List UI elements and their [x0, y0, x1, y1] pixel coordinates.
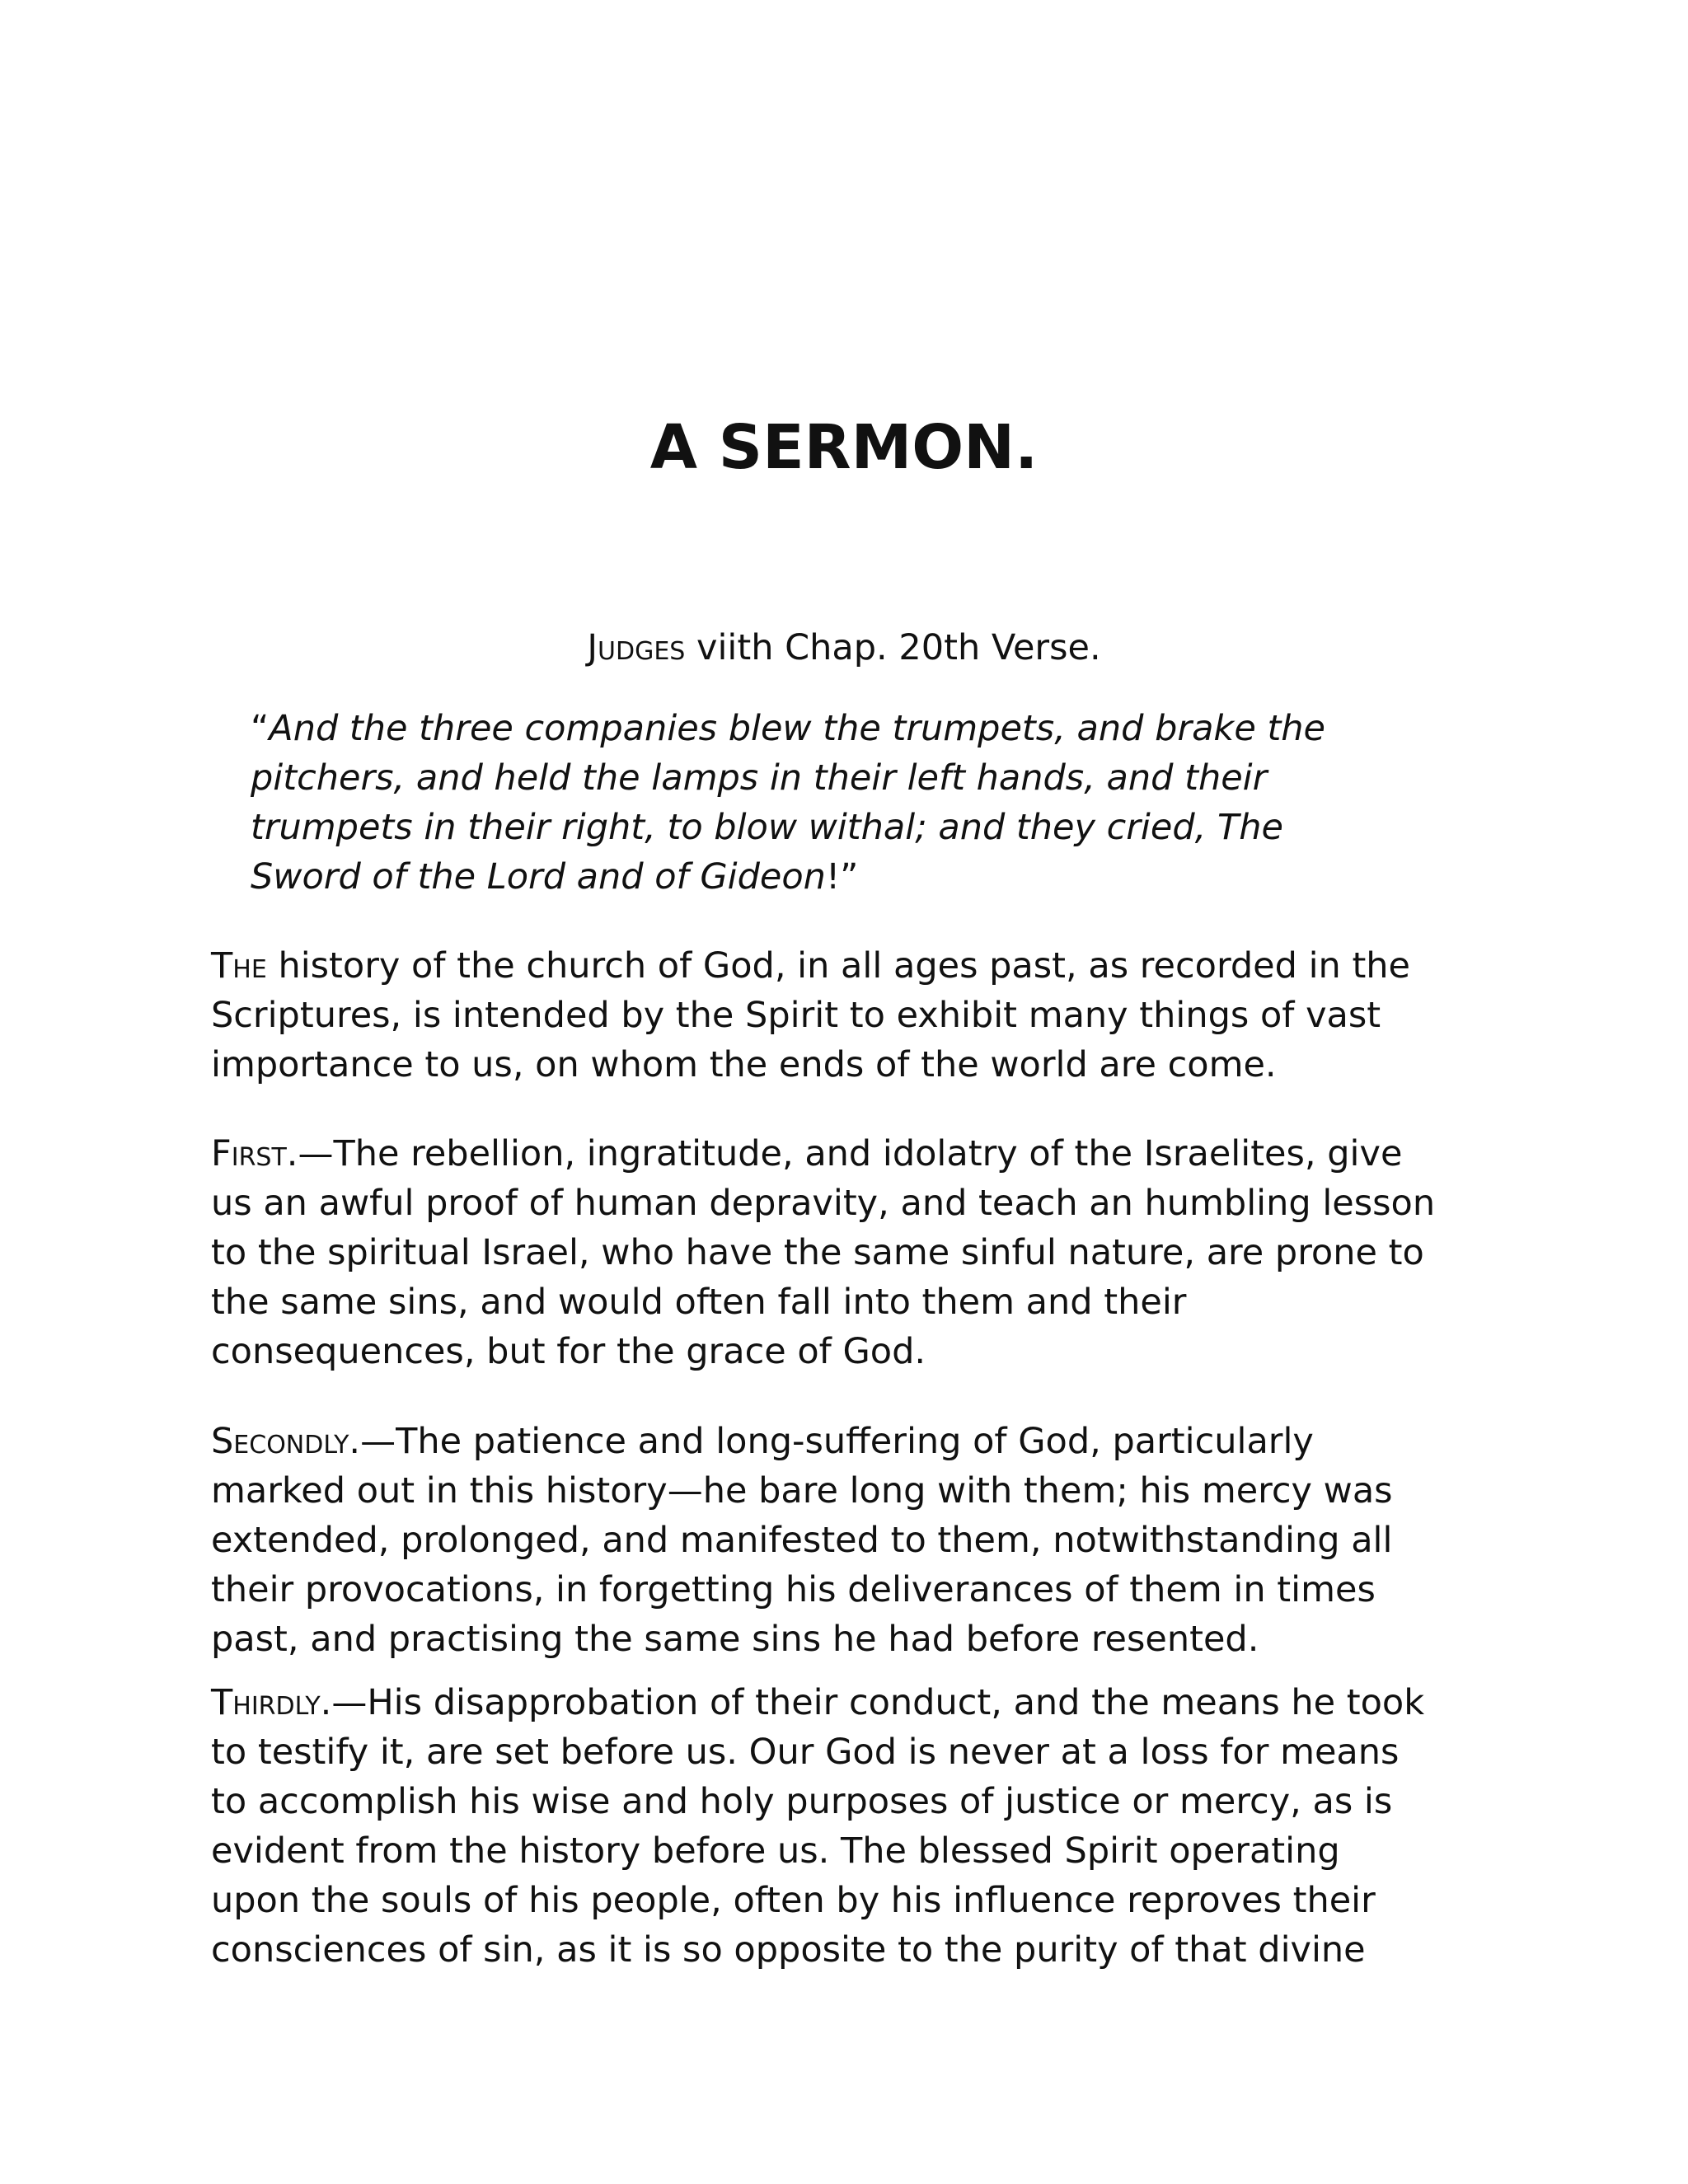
paragraph-line: to the spiritual Israel, who have the same sinful nature, are prone to: [211, 1232, 1424, 1273]
paragraph-line: Thirdly.—His disapprobation of their conduct, and the means he took: [211, 1682, 1425, 1723]
paragraph-line: marked out in this history—he bare long with them; his mercy was: [211, 1470, 1393, 1511]
paragraph-line: evident from the history before us. The blessed Spirit operating: [211, 1830, 1340, 1872]
paragraph-lead: Secondly.: [211, 1421, 361, 1462]
paragraph-line: consequences, but for the grace of God.: [211, 1331, 926, 1372]
paragraph-line: past, and practising the same sins he had before resented.: [211, 1619, 1259, 1660]
paragraph-line: to testify it, are set before us. Our God is never at a loss for means: [211, 1732, 1400, 1773]
paragraph-line: Secondly.—The patience and long-suffering of God, particularly: [211, 1421, 1314, 1462]
paragraph-secondly: [211, 1417, 1489, 1664]
scripture-chapter-verse: viith Chap. 20th Verse.: [685, 627, 1101, 668]
paragraph-line: upon the souls of his people, often by his influence reproves their: [211, 1880, 1376, 1921]
paragraph-line: their provocations, in forgetting his deliverances of them in times: [211, 1569, 1376, 1610]
quote-line: Sword of the Lord and of Gideon!”: [251, 856, 859, 898]
paragraph-line: Scriptures, is intended by the Spirit to exhibit many things of vast: [211, 995, 1381, 1036]
quote-close-mark: !”: [825, 856, 859, 898]
paragraph-intro: [211, 941, 1489, 1090]
paragraph-lead: Thirdly.: [211, 1682, 332, 1723]
paragraph-line: First.—The rebellion, ingratitude, and idolatry of the Israelites, give: [211, 1133, 1403, 1174]
quote-line: “And the three companies blew the trumpets, and brake the: [251, 708, 1326, 749]
paragraph-line: consciences of sin, as it is so opposite to the purity of that divine: [211, 1929, 1366, 1971]
paragraph-line: The history of the church of God, in all ages past, as recorded in the: [211, 945, 1411, 987]
paragraph-line: to accomplish his wise and holy purposes of justice or mercy, as is: [211, 1781, 1393, 1822]
paragraph-line: importance to us, on whom the ends of the world are come.: [211, 1044, 1277, 1085]
paragraph-thirdly: [211, 1678, 1489, 1975]
quote-line: pitchers, and held the lamps in their left hands, and their: [251, 757, 1268, 799]
quote-line: trumpets in their right, to blow withal; and they cried, The: [251, 807, 1283, 848]
paragraph-line: extended, prolonged, and manifested to them, notwithstanding all: [211, 1520, 1393, 1561]
paragraph-lead: The: [211, 945, 267, 987]
paragraph-line: us an awful proof of human depravity, and teach an humbling lesson: [211, 1183, 1436, 1224]
scripture-quote: [251, 704, 1454, 902]
paragraph-line: the same sins, and would often fall into them and their: [211, 1282, 1187, 1323]
paragraph-lead: First.: [211, 1133, 298, 1174]
paragraph-first: [211, 1129, 1489, 1376]
page-title: A SERMON.: [649, 412, 1039, 483]
scripture-reference: [0, 623, 1688, 673]
quote-open-mark: “: [251, 708, 270, 749]
scripture-book: Judges: [587, 627, 686, 668]
